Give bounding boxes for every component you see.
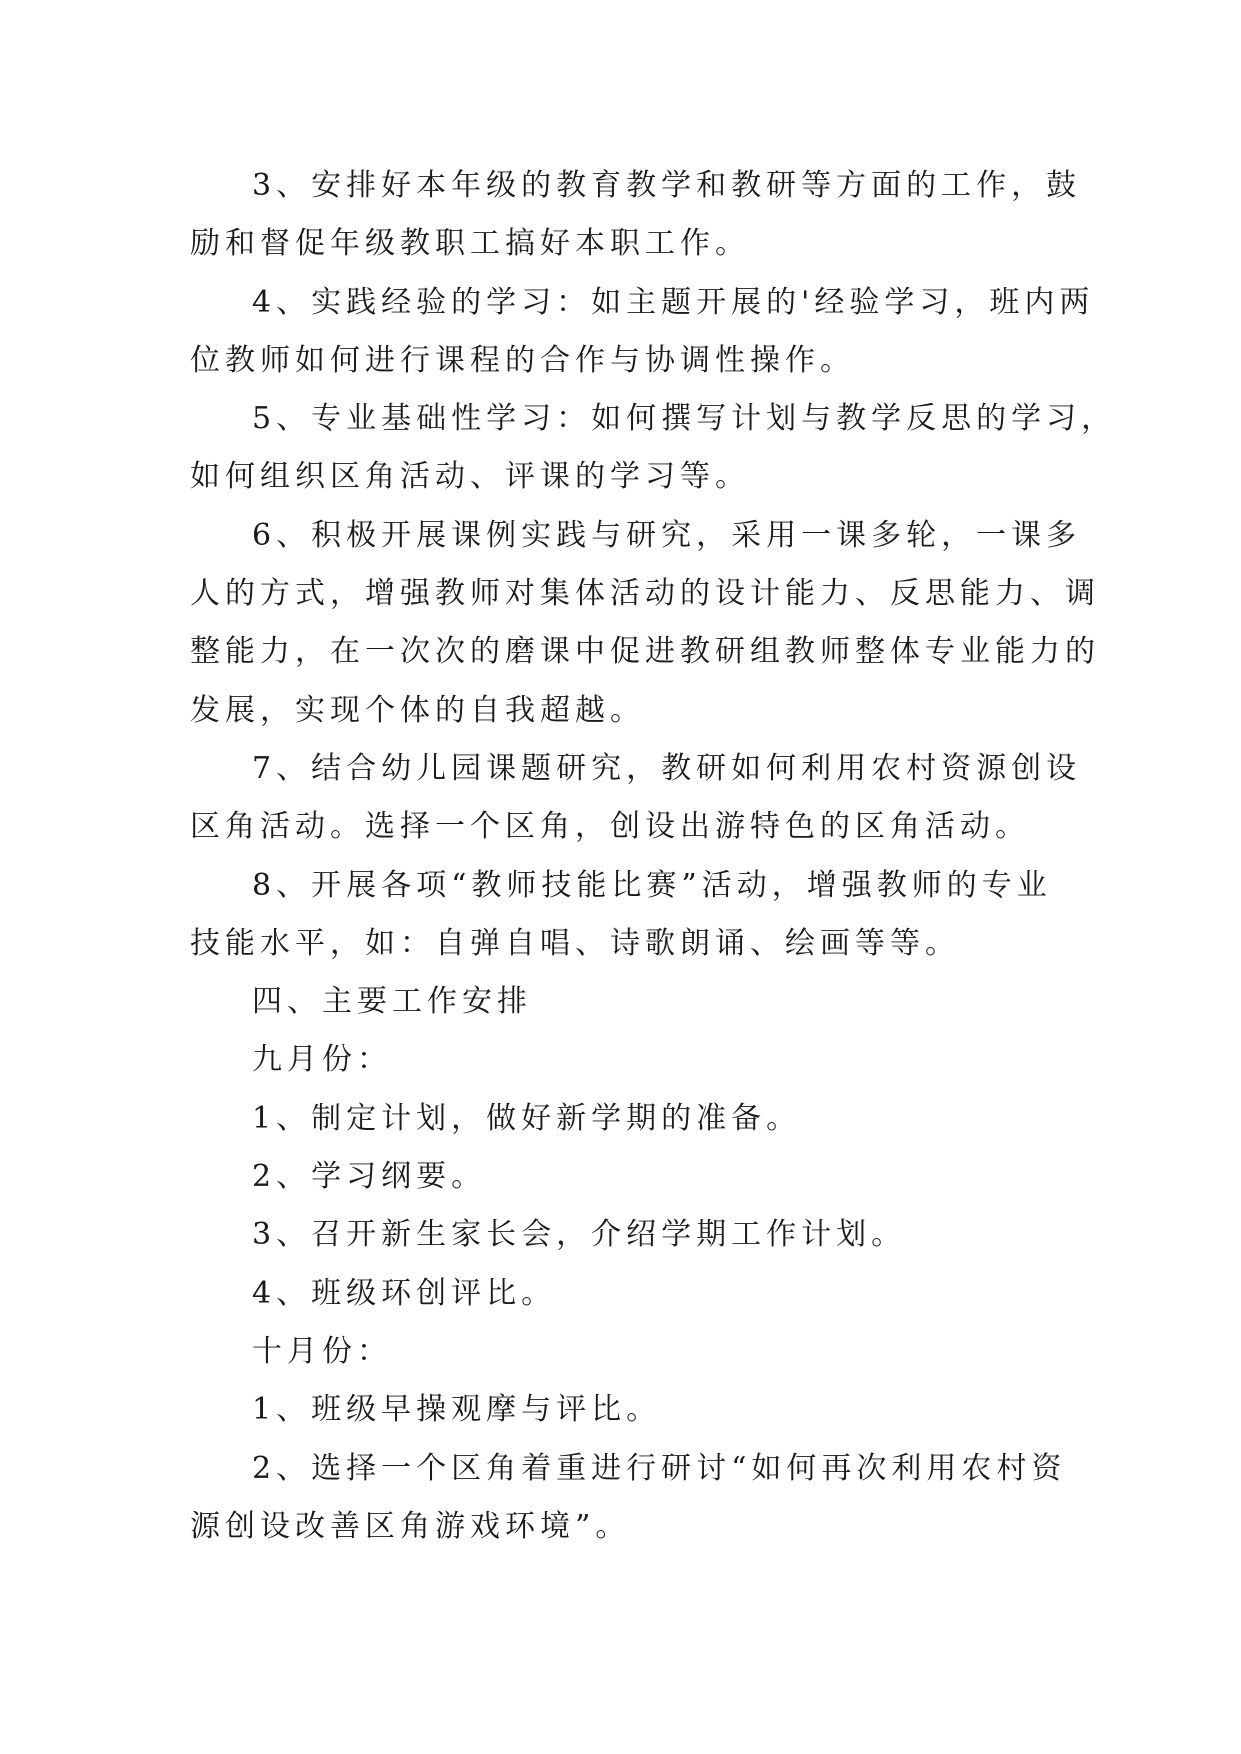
text-line: 区角活动。选择一个区角，创设出游特色的区角活动。	[190, 809, 1030, 845]
month-heading: 九月份：	[252, 1042, 392, 1078]
text-line: 7、结合幼儿园课题研究，教研如何利用农村资源创设	[252, 750, 1082, 786]
text-line: 如何组织区角活动、评课的学习等。	[190, 459, 750, 495]
text-line: 4、班级环创评比。	[252, 1275, 557, 1311]
text-line: 1、班级早操观摩与评比。	[252, 1392, 662, 1428]
text-line: 整能力，在一次次的磨课中促进教研组教师整体专业能力的	[190, 634, 1100, 670]
text-line: 4、实践经验的学习：如主题开展的'经验学习，班内两	[252, 284, 1095, 320]
text-line: 励和督促年级教职工搞好本职工作。	[190, 226, 750, 262]
month-heading: 十月份：	[252, 1333, 392, 1369]
text-line: 6、积极开展课例实践与研究，采用一课多轮，一课多	[252, 517, 1082, 553]
text-line: 位教师如何进行课程的合作与协调性操作。	[190, 342, 855, 378]
section-heading: 四、主要工作安排	[252, 984, 532, 1020]
text-line: 2、选择一个区角着重进行研讨“如何再次利用农村资	[252, 1450, 1067, 1486]
text-line: 人的方式，增强教师对集体活动的设计能力、反思能力、调	[190, 576, 1100, 612]
text-line: 8、开展各项“教师技能比赛”活动，增强教师的专业	[252, 867, 1052, 903]
text-line: 1、制定计划，做好新学期的准备。	[252, 1100, 802, 1136]
text-line: 3、召开新生家长会，介绍学期工作计划。	[252, 1217, 907, 1253]
text-line: 3、安排好本年级的教育教学和教研等方面的工作，鼓	[252, 168, 1082, 203]
text-line: 源创设改善区角游戏环境”。	[190, 1508, 631, 1544]
text-line: 5、专业基础性学习：如何撰写计划与教学反思的学习，	[252, 401, 1117, 437]
text-line: 技能水平，如：自弹自唱、诗歌朗诵、绘画等等。	[190, 925, 960, 961]
text-line: 2、学习纲要。	[252, 1159, 487, 1195]
text-line: 发展，实现个体的自我超越。	[190, 692, 645, 728]
document-body	[190, 157, 1117, 1556]
